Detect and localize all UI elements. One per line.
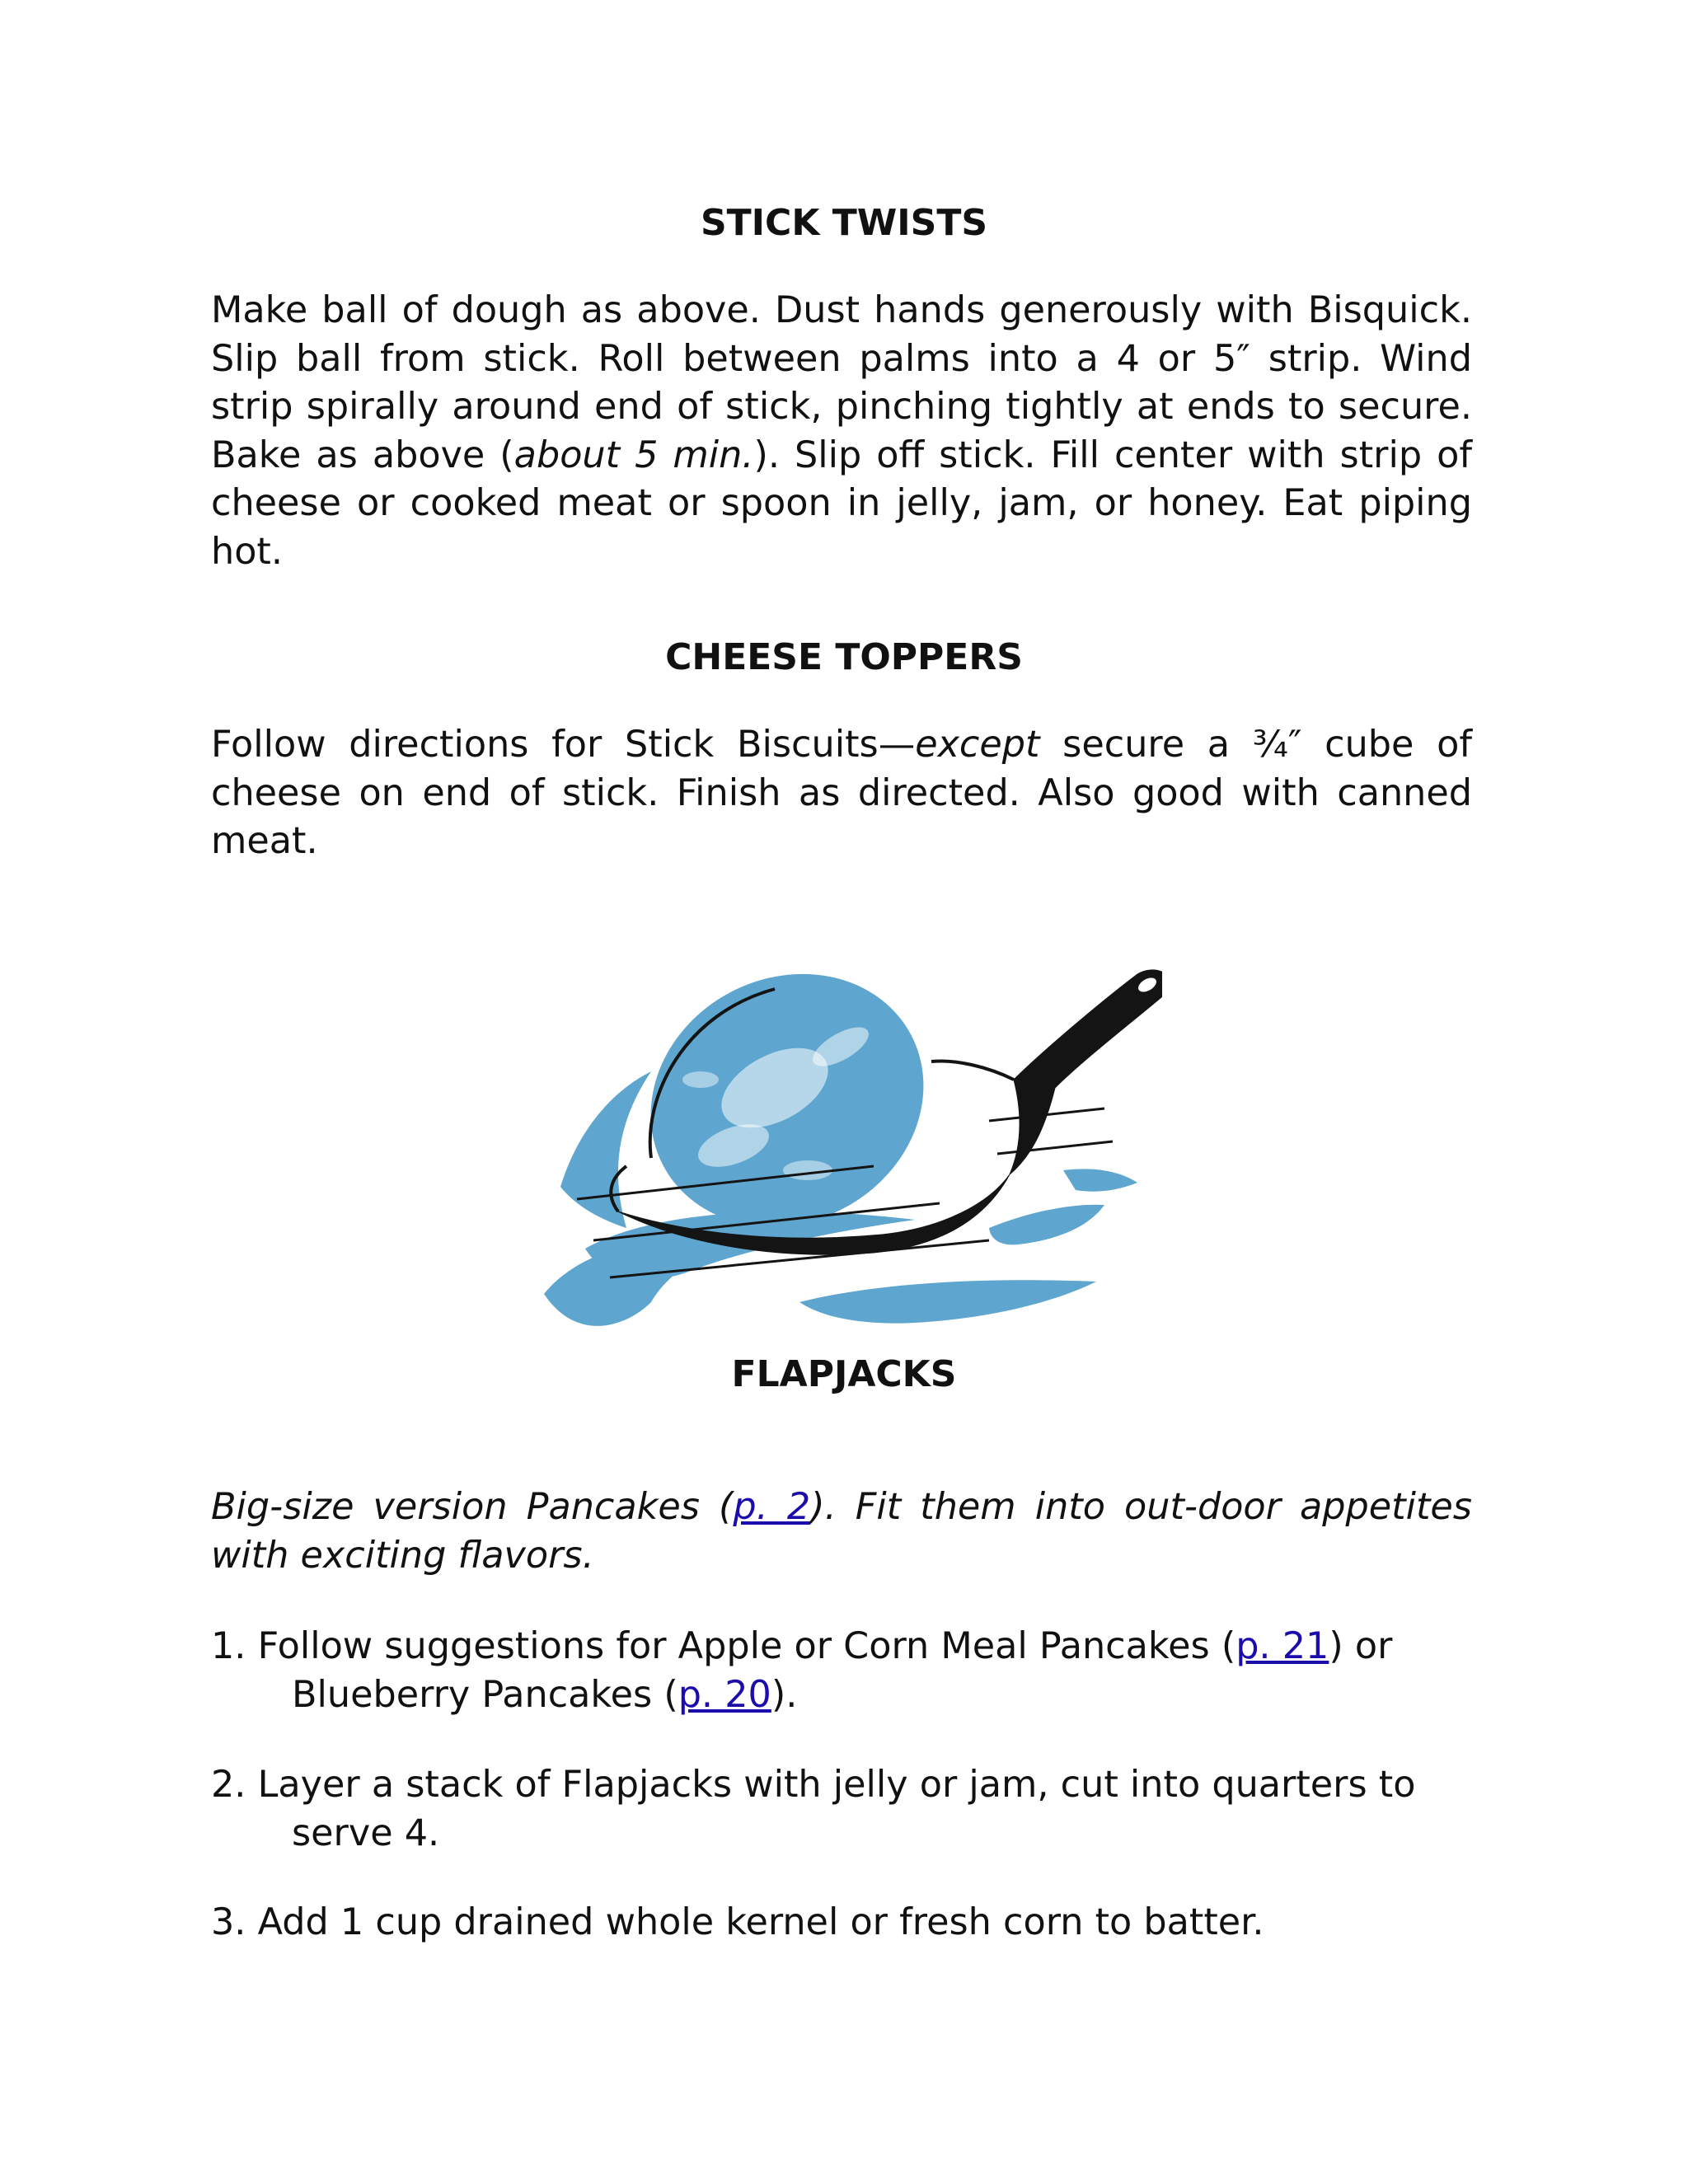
stick-twists-time: about 5 min. xyxy=(513,434,754,476)
flapjacks-step-1 xyxy=(211,1623,1472,1719)
flapjacks-intro-text-end: ). Fit them into out-door appetites with exciting flavors. xyxy=(211,1486,1472,1577)
flapjacks-intro-text: Big-size version Pancakes ( xyxy=(211,1486,734,1528)
stick-twists-body xyxy=(211,287,1472,576)
flapjacks-step-2 xyxy=(211,1761,1472,1858)
flapjacks-intro xyxy=(211,1483,1472,1580)
flapjacks-step-3: 3. Add 1 cup drained whole kernel or fresh corn to batter. xyxy=(211,1901,1264,1943)
step-2-continuation: serve 4. xyxy=(292,1811,440,1854)
skillet-pancake-illustration xyxy=(528,956,1162,1343)
step-1-text-blueberry: Blueberry Pancakes ( xyxy=(292,1673,678,1716)
page-link-20[interactable]: p. 20 xyxy=(678,1673,771,1716)
cheese-toppers-except: except xyxy=(915,724,1040,766)
cheese-toppers-heading: CHEESE TOPPERS xyxy=(665,636,1023,678)
page-link-2[interactable]: p. 2 xyxy=(733,1486,811,1528)
cheese-toppers-text: Follow directions for Stick Biscuits— xyxy=(211,724,916,766)
flapjacks-heading: FLAPJACKS xyxy=(731,1353,957,1395)
cheese-toppers-text-end: secure a ¾″ cube of cheese on end of stick. Finish as directed. Also good with canned meat. xyxy=(211,724,1472,862)
step-1-text: 1. Follow suggestions for Apple or Corn Meal Pancakes ( xyxy=(211,1625,1236,1667)
stick-twists-heading: STICK TWISTS xyxy=(700,202,988,244)
stick-twists-text: Make ball of dough as above. Dust hands generously with Bisquick. Slip ball from stick. Roll between palms into a 4 or 5″ strip. Wind strip spirally around end of stick, pinching tightly at ends to secure. Bake as above ( xyxy=(211,289,1472,476)
step-1-text-or: ) or xyxy=(1329,1625,1393,1667)
cheese-toppers-body xyxy=(211,721,1472,866)
page-link-21[interactable]: p. 21 xyxy=(1236,1625,1329,1667)
step-1-continuation xyxy=(211,1671,1472,1720)
step-2-text: 2. Layer a stack of Flapjacks with jelly or jam, cut into quarters to xyxy=(211,1764,1416,1806)
stick-twists-text-end: ). Slip off stick. Fill center with strip of cheese or cooked meat or spoon in jelly, jam, or honey. Eat piping hot. xyxy=(211,434,1472,573)
step-1-text-end: ). xyxy=(771,1673,798,1716)
